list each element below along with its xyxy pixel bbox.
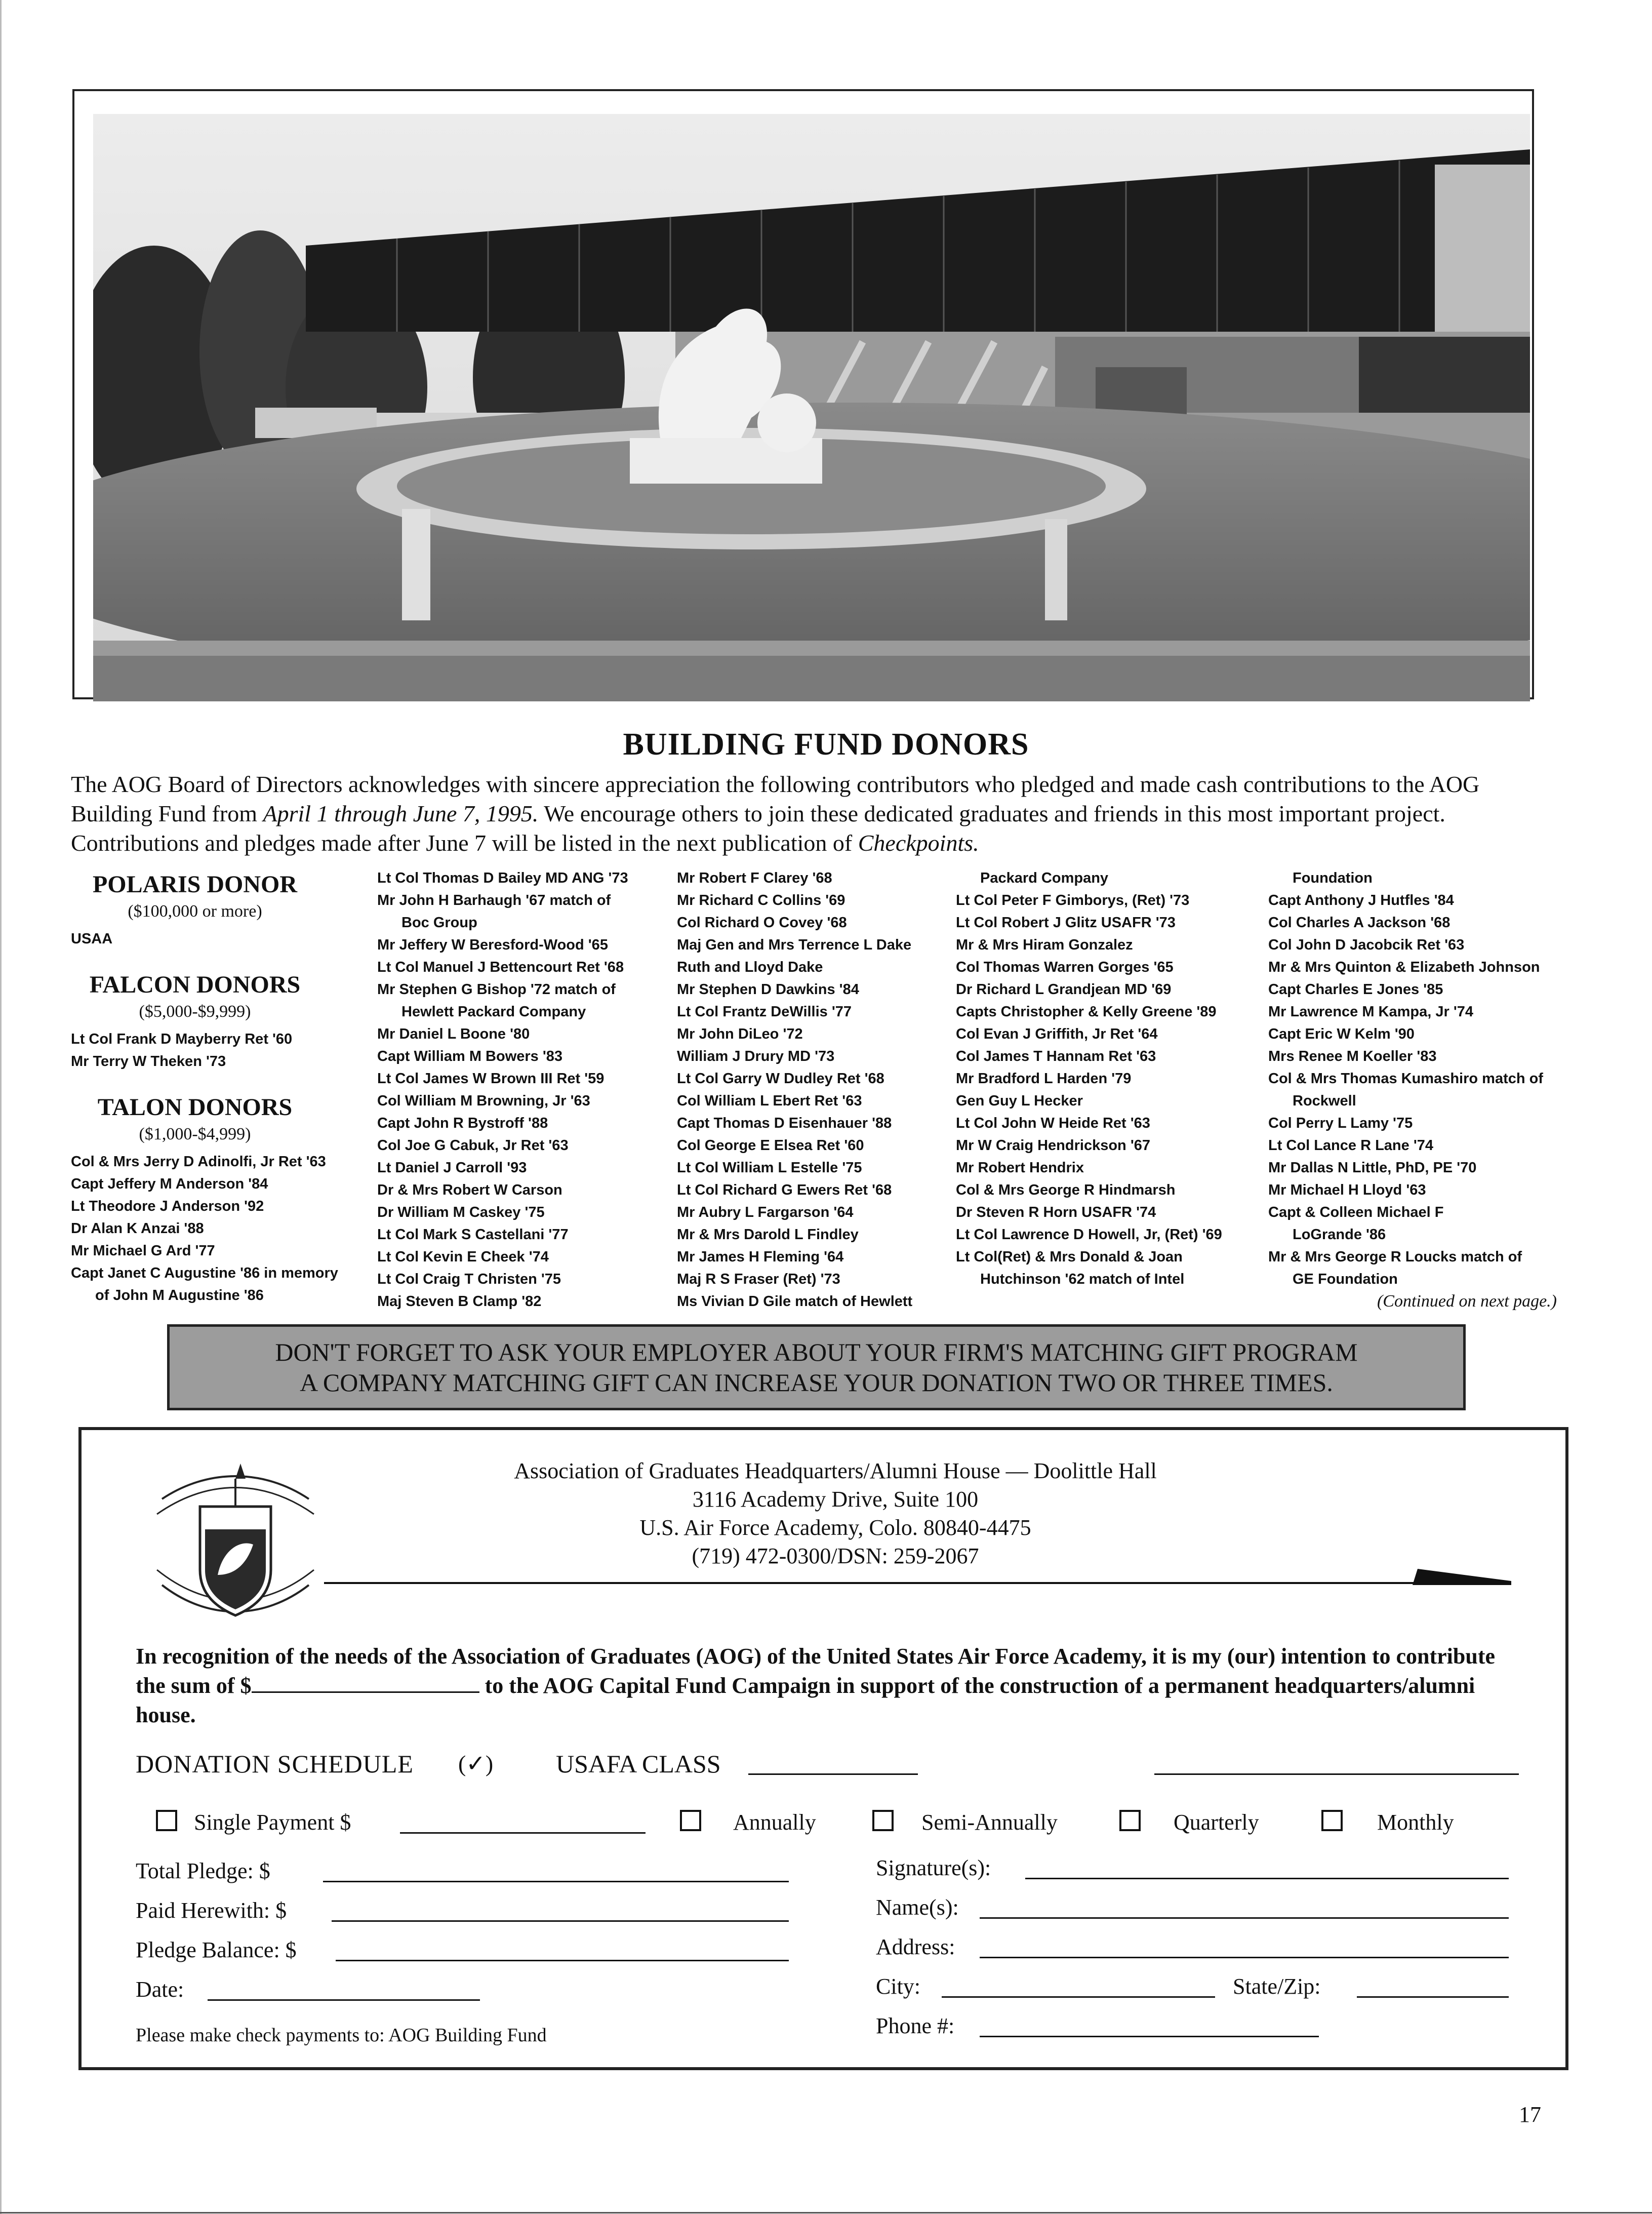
intro-text-1: The AOG Board of Directors acknowledges with sincere appreciation the following contributors who pledged and made cash contributions to the AOG Building Fund from	[71, 771, 1480, 826]
donor-name: Lt Col Craig T Christen '75	[377, 1271, 561, 1287]
polaris-range: ($100,000 or more)	[128, 902, 262, 921]
donor-column-3	[677, 867, 960, 1313]
donor-name: Col James T Hannam Ret '63	[956, 1048, 1156, 1064]
donor-column-4	[956, 867, 1265, 1290]
address-label: Address:	[876, 1934, 955, 1959]
donor-name-continued: GE Foundation	[1293, 1271, 1398, 1287]
check-payments-note: Please make check payments to: AOG Building Fund	[136, 2025, 547, 2046]
donor-name: Mr John H Barhaugh '67 match of	[377, 892, 611, 908]
pledge-amount-field[interactable]	[252, 1671, 479, 1693]
annually-label: Annually	[733, 1810, 816, 1835]
donor-name: Mr James H Fleming '64	[677, 1249, 844, 1265]
donor-name: Lt Col Kevin E Cheek '74	[377, 1249, 549, 1265]
donor-name-continued: Rockwell	[1293, 1093, 1356, 1109]
donor-name: Col William L Ebert Ret '63	[677, 1093, 862, 1109]
banner-line-2: A COMPANY MATCHING GIFT CAN INCREASE YOUR DONATION TWO OR THREE TIMES.	[300, 1368, 1333, 1397]
donor-name: Mr Stephen G Bishop '72 match of	[377, 981, 616, 998]
donor-name: Col Thomas Warren Gorges '65	[956, 959, 1174, 975]
falcon-heading: FALCON DONORS	[89, 971, 301, 998]
donor-name-continued: Hewlett Packard Company	[401, 1004, 586, 1020]
pledge-statement	[136, 1642, 1523, 1730]
donor-name: Mr & Mrs Hiram Gonzalez	[956, 937, 1133, 953]
total-pledge-field[interactable]	[323, 1881, 789, 1882]
phone-field[interactable]	[980, 2036, 1319, 2037]
monthly-label: Monthly	[1377, 1810, 1454, 1835]
donor-name: Mr & Mrs George R Loucks match of	[1268, 1249, 1522, 1265]
monthly-checkbox[interactable]	[1321, 1810, 1343, 1831]
semi-annually-label: Semi-Annually	[921, 1810, 1058, 1835]
signatures-label: Signature(s):	[876, 1855, 991, 1880]
intro-text-2: We encourage others to join these dedicated graduates and friends in this most important project. Contributions and pledges made after June 7 will be listed in the next publication of	[71, 801, 1445, 856]
donor-name: Mr Stephen D Dawkins '84	[677, 981, 859, 998]
donor-name: Dr William M Caskey '75	[377, 1204, 545, 1220]
doolittle-hall-photo	[93, 114, 1530, 701]
intro-publication: Checkpoints.	[858, 830, 979, 856]
donor-name: Col & Mrs Jerry D Adinolfi, Jr Ret '63	[71, 1154, 326, 1170]
donation-schedule-label: DONATION SCHEDULE	[136, 1750, 414, 1778]
donor-name-continued: Hutchinson '62 match of Intel	[980, 1271, 1185, 1287]
donor-name: Dr Alan K Anzai '88	[71, 1220, 204, 1237]
donor-name: Lt Col Frantz DeWillis '77	[677, 1004, 852, 1020]
donor-name: Lt Col Manuel J Bettencourt Ret '68	[377, 959, 624, 975]
donor-name: Dr & Mrs Robert W Carson	[377, 1182, 562, 1198]
state-zip-label: State/Zip:	[1233, 1974, 1321, 1999]
single-payment-label: Single Payment $	[194, 1810, 351, 1835]
page-number: 17	[1519, 2102, 1541, 2127]
address-line-3: U.S. Air Force Academy, Colo. 80840-4475	[639, 1515, 1031, 1540]
donor-name: Capt Charles E Jones '85	[1268, 981, 1443, 998]
donor-name: Lt Theodore J Anderson '92	[71, 1198, 264, 1214]
pledge-balance-field[interactable]	[336, 1960, 789, 1961]
donor-name: Capt Thomas D Eisenhauer '88	[677, 1115, 892, 1131]
donor-name: Mr Aubry L Fargarson '64	[677, 1204, 854, 1220]
donor-name: Mr Michael G Ard '77	[71, 1243, 215, 1259]
page-edge	[0, 0, 2, 2214]
donor-name: Col William M Browning, Jr '63	[377, 1093, 590, 1109]
banner-line-1: DON'T FORGET TO ASK YOUR EMPLOYER ABOUT YOUR FIRM'S MATCHING GIFT PROGRAM	[275, 1338, 1358, 1366]
donor-name: Col Charles A Jackson '68	[1268, 915, 1450, 931]
donor-name: Mr Daniel L Boone '80	[377, 1026, 530, 1042]
usafa-class-field[interactable]	[748, 1773, 918, 1775]
donor-name: Mr & Mrs Quinton & Elizabeth Johnson	[1268, 959, 1540, 975]
paid-herewith-label: Paid Herewith: $	[136, 1898, 287, 1923]
donor-name: Maj R S Fraser (Ret) '73	[677, 1271, 840, 1287]
donor-name: Dr Richard L Grandjean MD '69	[956, 981, 1172, 998]
donor-column-2	[377, 867, 661, 1313]
continued-note: (Continued on next page.)	[1377, 1292, 1557, 1311]
donor-column-5	[1268, 867, 1582, 1313]
donor-name: Capt Anthony J Hutfles '84	[1268, 892, 1454, 908]
donor-name: Col & Mrs Thomas Kumashiro match of	[1268, 1071, 1544, 1087]
donor-name: Col Perry L Lamy '75	[1268, 1115, 1413, 1131]
donor-name-continued: LoGrande '86	[1293, 1227, 1386, 1243]
donor-name-continued: of John M Augustine '86	[95, 1287, 264, 1303]
single-payment-field[interactable]	[400, 1832, 646, 1834]
donor-name: Mr & Mrs Darold L Findley	[677, 1227, 859, 1243]
talon-range: ($1,000-$4,999)	[139, 1125, 251, 1143]
quarterly-label: Quarterly	[1174, 1810, 1259, 1835]
donor-name: Capts Christopher & Kelly Greene '89	[956, 1004, 1217, 1020]
donor-name: Lt Col Lance R Lane '74	[1268, 1137, 1433, 1154]
jet-divider-icon	[324, 1565, 1511, 1590]
donor-name: Mr Robert Hendrix	[956, 1160, 1084, 1176]
donor-name: Lt Col John W Heide Ret '63	[956, 1115, 1150, 1131]
donor-name: Col John D Jacobcik Ret '63	[1268, 937, 1465, 953]
single-payment-checkbox[interactable]	[156, 1810, 177, 1831]
page-bottom-edge	[0, 2212, 1652, 2213]
donor-name: Maj Gen and Mrs Terrence L Dake	[677, 937, 912, 953]
donor-name: Capt & Colleen Michael F	[1268, 1204, 1444, 1220]
donor-column-1	[71, 867, 375, 1307]
donor-name: Col George E Elsea Ret '60	[677, 1137, 864, 1154]
donor-name: Ruth and Lloyd Dake	[677, 959, 823, 975]
pledge-text-1: In recognition of the needs of the Association of Graduates (AOG) of the United States Air Force Academy, it is my (our) intention to contribute the sum of $	[136, 1644, 1496, 1698]
annually-checkbox[interactable]	[680, 1810, 701, 1831]
donor-name: Mr Jeffery W Beresford-Wood '65	[377, 937, 608, 953]
falcon-range: ($5,000-$9,999)	[139, 1002, 251, 1021]
donor-name: Lt Col Robert J Glitz USAFR '73	[956, 915, 1176, 931]
phone-label: Phone #:	[876, 2013, 955, 2038]
intro-paragraph	[71, 770, 1564, 858]
address-line-4: (719) 472-0300/DSN: 259-2067	[692, 1544, 979, 1568]
donor-name: Capt Janet C Augustine '86 in memory	[71, 1265, 338, 1281]
donor-name: Mr Richard C Collins '69	[677, 892, 845, 908]
donor-name: Mr Lawrence M Kampa, Jr '74	[1268, 1004, 1473, 1020]
donor-name: Capt John R Bystroff '88	[377, 1115, 548, 1131]
pledge-balance-label: Pledge Balance: $	[136, 1938, 297, 1962]
names-field[interactable]	[980, 1917, 1509, 1919]
address-line-2: 3116 Academy Drive, Suite 100	[692, 1487, 979, 1512]
address-line-1: Association of Graduates Headquarters/Alumni House — Doolittle Hall	[514, 1458, 1157, 1483]
donor-name: Mr Terry W Theken '73	[71, 1053, 226, 1070]
donor-name: Col & Mrs George R Hindmarsh	[956, 1182, 1176, 1198]
paid-herewith-field[interactable]	[332, 1920, 789, 1922]
donor-name: Capt William M Bowers '83	[377, 1048, 562, 1064]
donor-name: Mr W Craig Hendrickson '67	[956, 1137, 1150, 1154]
total-pledge-label: Total Pledge: $	[136, 1859, 270, 1883]
donor-name: Lt Col Thomas D Bailey MD ANG '73	[377, 870, 628, 886]
donor-name: Lt Col James W Brown III Ret '59	[377, 1071, 605, 1087]
signatures-field[interactable]	[1025, 1878, 1509, 1879]
donor-name: Lt Col(Ret) & Mrs Donald & Joan	[956, 1249, 1183, 1265]
donor-name: Ms Vivian D Gile match of Hewlett	[677, 1293, 913, 1310]
donor-name: Mr John DiLeo '72	[677, 1026, 803, 1042]
quarterly-checkbox[interactable]	[1119, 1810, 1141, 1831]
donor-name: Lt Col Mark S Castellani '77	[377, 1227, 569, 1243]
semi-annually-checkbox[interactable]	[872, 1810, 894, 1831]
state-zip-field[interactable]	[1357, 1996, 1509, 1998]
extra-blank-field[interactable]	[1154, 1773, 1519, 1775]
usafa-class-label: USAFA CLASS	[556, 1750, 721, 1778]
names-label: Name(s):	[876, 1895, 959, 1920]
check-mark-label: (✓)	[458, 1751, 494, 1776]
donor-name: Mr Michael H Lloyd '63	[1268, 1182, 1426, 1198]
donor-name: Col Evan J Griffith, Jr Ret '64	[956, 1026, 1158, 1042]
intro-dates: April 1 through June 7, 1995.	[263, 801, 539, 826]
pledge-text-2: to the AOG Capital Fund Campaign in support of the construction of a permanent headquarters/alumni house.	[136, 1673, 1475, 1727]
donor-name: Lt Col Frank D Mayberry Ret '60	[71, 1031, 293, 1047]
donor-name: Maj Steven B Clamp '82	[377, 1293, 542, 1310]
page-title: BUILDING FUND DONORS	[623, 727, 1029, 762]
polaris-heading: POLARIS DONOR	[92, 871, 298, 898]
donor-name: Mr Dallas N Little, PhD, PE '70	[1268, 1160, 1477, 1176]
donor-name: Mr Bradford L Harden '79	[956, 1071, 1132, 1087]
donor-name: Lt Col William L Estelle '75	[677, 1160, 862, 1176]
donor-name: Capt Jeffery M Anderson '84	[71, 1176, 268, 1192]
donor-name: Col Joe G Cabuk, Jr Ret '63	[377, 1137, 569, 1154]
date-field[interactable]	[208, 1999, 480, 2001]
donor-name: USAA	[71, 931, 113, 947]
donor-name: Lt Col Garry W Dudley Ret '68	[677, 1071, 884, 1087]
donor-name: Gen Guy L Hecker	[956, 1093, 1083, 1109]
donor-name: Lt Col Lawrence D Howell, Jr, (Ret) '69	[956, 1227, 1222, 1243]
matching-gift-banner	[167, 1324, 1466, 1410]
donor-name: William J Drury MD '73	[677, 1048, 835, 1064]
address-field[interactable]	[980, 1957, 1509, 1958]
donor-name: Mr Robert F Clarey '68	[677, 870, 832, 886]
donor-name-continued: Packard Company	[980, 870, 1109, 886]
city-field[interactable]	[942, 1996, 1215, 1998]
donor-name: Col Richard O Covey '68	[677, 915, 847, 931]
donor-name: Capt Eric W Kelm '90	[1268, 1026, 1415, 1042]
donor-name: Lt Col Richard G Ewers Ret '68	[677, 1182, 892, 1198]
city-label: City:	[876, 1974, 921, 1999]
aog-emblem-icon	[152, 1458, 319, 1631]
building-photo	[72, 89, 1534, 699]
donor-name: Dr Steven R Horn USAFR '74	[956, 1204, 1156, 1220]
date-label: Date:	[136, 1977, 184, 2002]
donor-name: Lt Daniel J Carroll '93	[377, 1160, 527, 1176]
donor-name-continued: Foundation	[1293, 870, 1373, 886]
donor-name: Mrs Renee M Koeller '83	[1268, 1048, 1437, 1064]
talon-heading: TALON DONORS	[97, 1094, 293, 1121]
donor-name: Lt Col Peter F Gimborys, (Ret) '73	[956, 892, 1190, 908]
donor-name-continued: Boc Group	[401, 915, 477, 931]
